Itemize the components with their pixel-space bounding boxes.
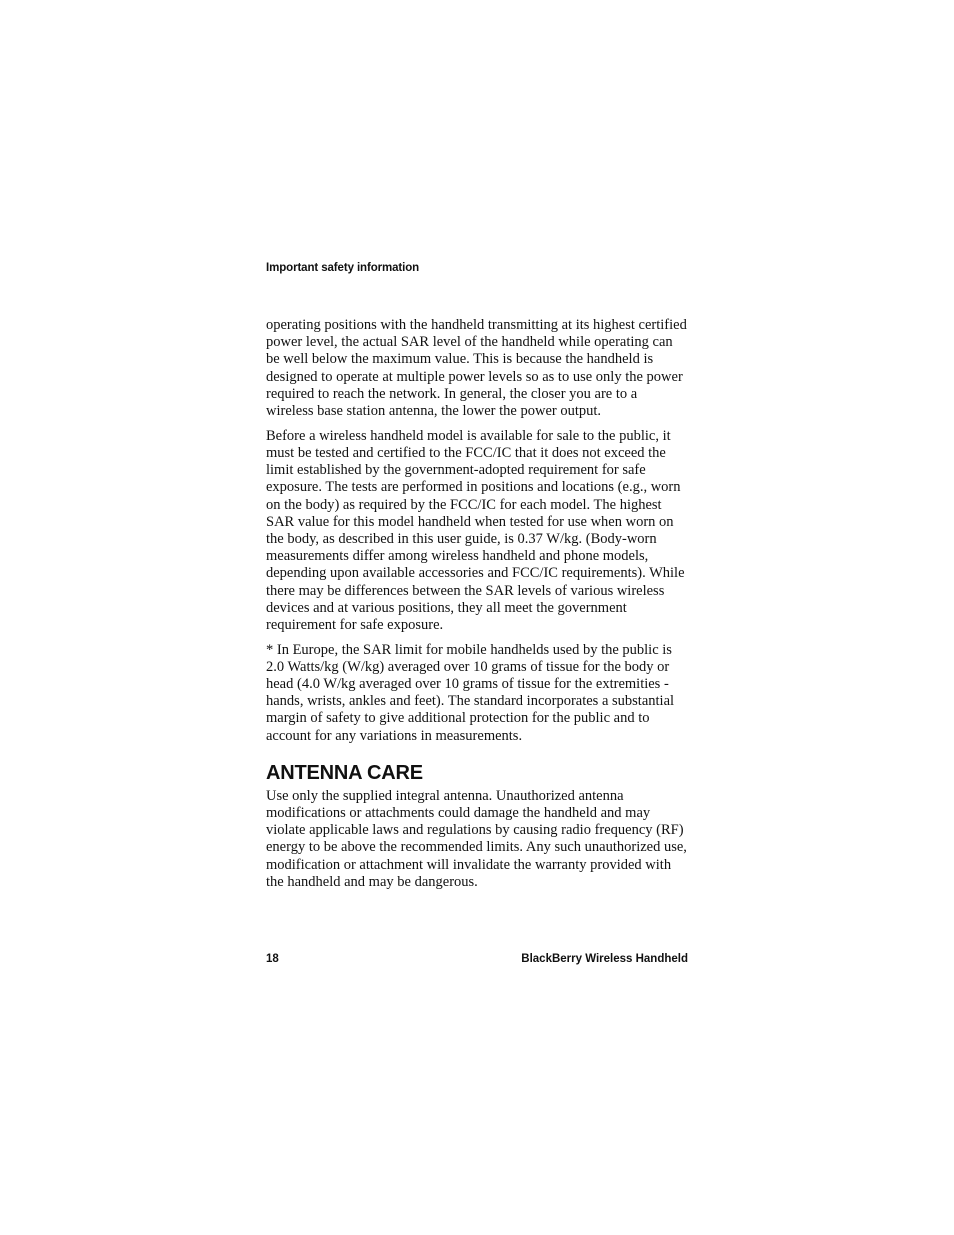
product-name: BlackBerry Wireless Handheld <box>521 953 688 965</box>
running-header: Important safety information <box>266 262 420 274</box>
europe-sar-paragraph: * In Europe, the SAR limit for mobile handhelds used by the public is 2.0 Watts/kg (W/kg) averaged over 10 grams of tissue for the body or head (4.0 W/kg averaged over 10 grams of tissue for the extremities - hands, wrists, ankles and feet). The standard incorporates a substantial margin of safety to give additional protection for the public and to account for any variations in measurements. <box>266 641 675 744</box>
page-body <box>266 317 688 899</box>
document-page <box>266 0 688 1235</box>
page-number: 18 <box>266 953 279 965</box>
antenna-care-heading: ANTENNA CARE <box>266 761 423 784</box>
sar-testing-paragraph: Before a wireless handheld model is available for sale to the public, it must be tested and certified to the FCC/IC that it does not exceed the limit established by the government-adopted requirement for safe exposure. The tests are performed in positions and locations (e.g., worn on the body) as required by the FCC/IC for each model. The highest SAR value for this model handheld when tested for use when worn on the body, as described in this user guide, is 0.37 W/kg. (Body-worn measurements differ among wireless handheld and phone models, depending upon available accessories and FCC/IC requirements). While there may be differences between the SAR levels of various wireless devices and at various positions, they all meet the government requirement for safe exposure. <box>266 427 685 633</box>
antenna-care-paragraph: Use only the supplied integral antenna. Unauthorized antenna modifications or attachments could damage the handheld and may violate applicable laws and regulations by causing radio frequency (RF) energy to be above the recommended limits. Any such unauthorized use, modification or attachment will invalidate the warranty provided with the handheld and may be dangerous. <box>266 787 687 890</box>
sar-operating-paragraph: operating positions with the handheld transmitting at its highest certified power level, the actual SAR level of the handheld while operating can be well below the maximum value. This is because the handheld is designed to operate at multiple power levels so as to use only the power required to reach the network. In general, the closer you are to a wireless base station antenna, the lower the power output. <box>266 317 687 420</box>
page-footer <box>266 953 688 965</box>
